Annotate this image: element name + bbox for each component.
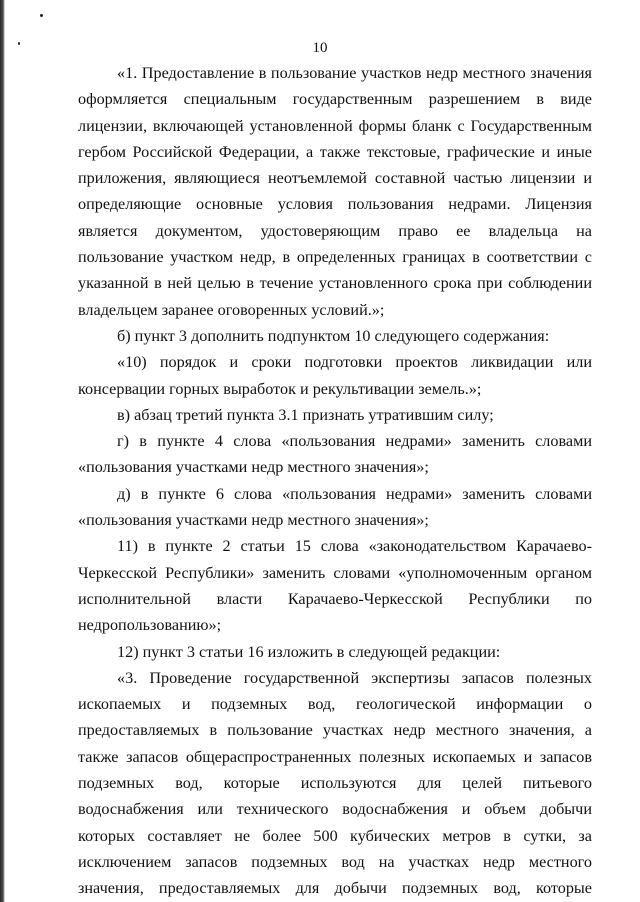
- paragraph-subitem-10: «10) порядок и сроки подготовки проектов ликвидации или консервации горных выработок и рекультивации земель.»;: [78, 353, 592, 398]
- paragraph-item-g: г) в пункте 4 слова «пользования недрами» заменить словами «пользования участками недр местного значения»;: [78, 432, 592, 477]
- paragraph-item-12: 12) пункт 3 статьи 16 изложить в следующей редакции:: [117, 642, 501, 661]
- paragraph-license-definition: «1. Предоставление в пользование участков недр местного значения оформляется специальным государственным разрешением в виде лицензии, включающей установленной формы бланк с Государственным гербом Российской Федерации, а также текстовые, графические и иные приложения, являющиеся неотъемлемой составной частью лицензии и определяющие основные условия пользования недрами. Лицензия является документом, удостоверяющим право ее владельца на пользование участком недр, в определенных границах в соответствии с указанной в ней целью в течение установленного срока при соблюдении владельцем заранее оговоренных условий.»;: [78, 64, 592, 319]
- paragraph-item-v: в) абзац третий пункта 3.1 признать утратившим силу;: [117, 405, 494, 424]
- paragraph-item-11: 11) в пункте 2 статьи 15 слова «законодательством Карачаево-Черкесской Республики» заменить словами «уполномоченным органом исполнительной власти Карачаево-Черкесской Республики по недропользованию»;: [78, 537, 592, 635]
- scan-speck: [40, 14, 43, 17]
- scan-left-edge: [0, 0, 14, 902]
- paragraph-expertise: «3. Проведение государственной экспертизы запасов полезных ископаемых и подземных вод, геологической информации о предоставляемых в пользование участках недр местного значения, а также запасов общераспространенных полезных ископаемых и запасов подземных вод, которые используются для целей питьевого водоснабжения или технического водоснабжения и объем добычи которых составляет не более 500 кубических метров в сутки, за исключением запасов подземных вод на участках недр местного значения, предоставляемых для добычи подземных вод, которые: [78, 668, 592, 898]
- paragraph-item-d: д) в пункте 6 слова «пользования недрами» заменить словами «пользования участками недр местного значения»;: [78, 484, 592, 530]
- paragraph-item-b: б) пункт 3 дополнить подпунктом 10 следующего содержания:: [117, 326, 550, 345]
- page-number: 10: [312, 40, 328, 56]
- document-body: [78, 60, 592, 902]
